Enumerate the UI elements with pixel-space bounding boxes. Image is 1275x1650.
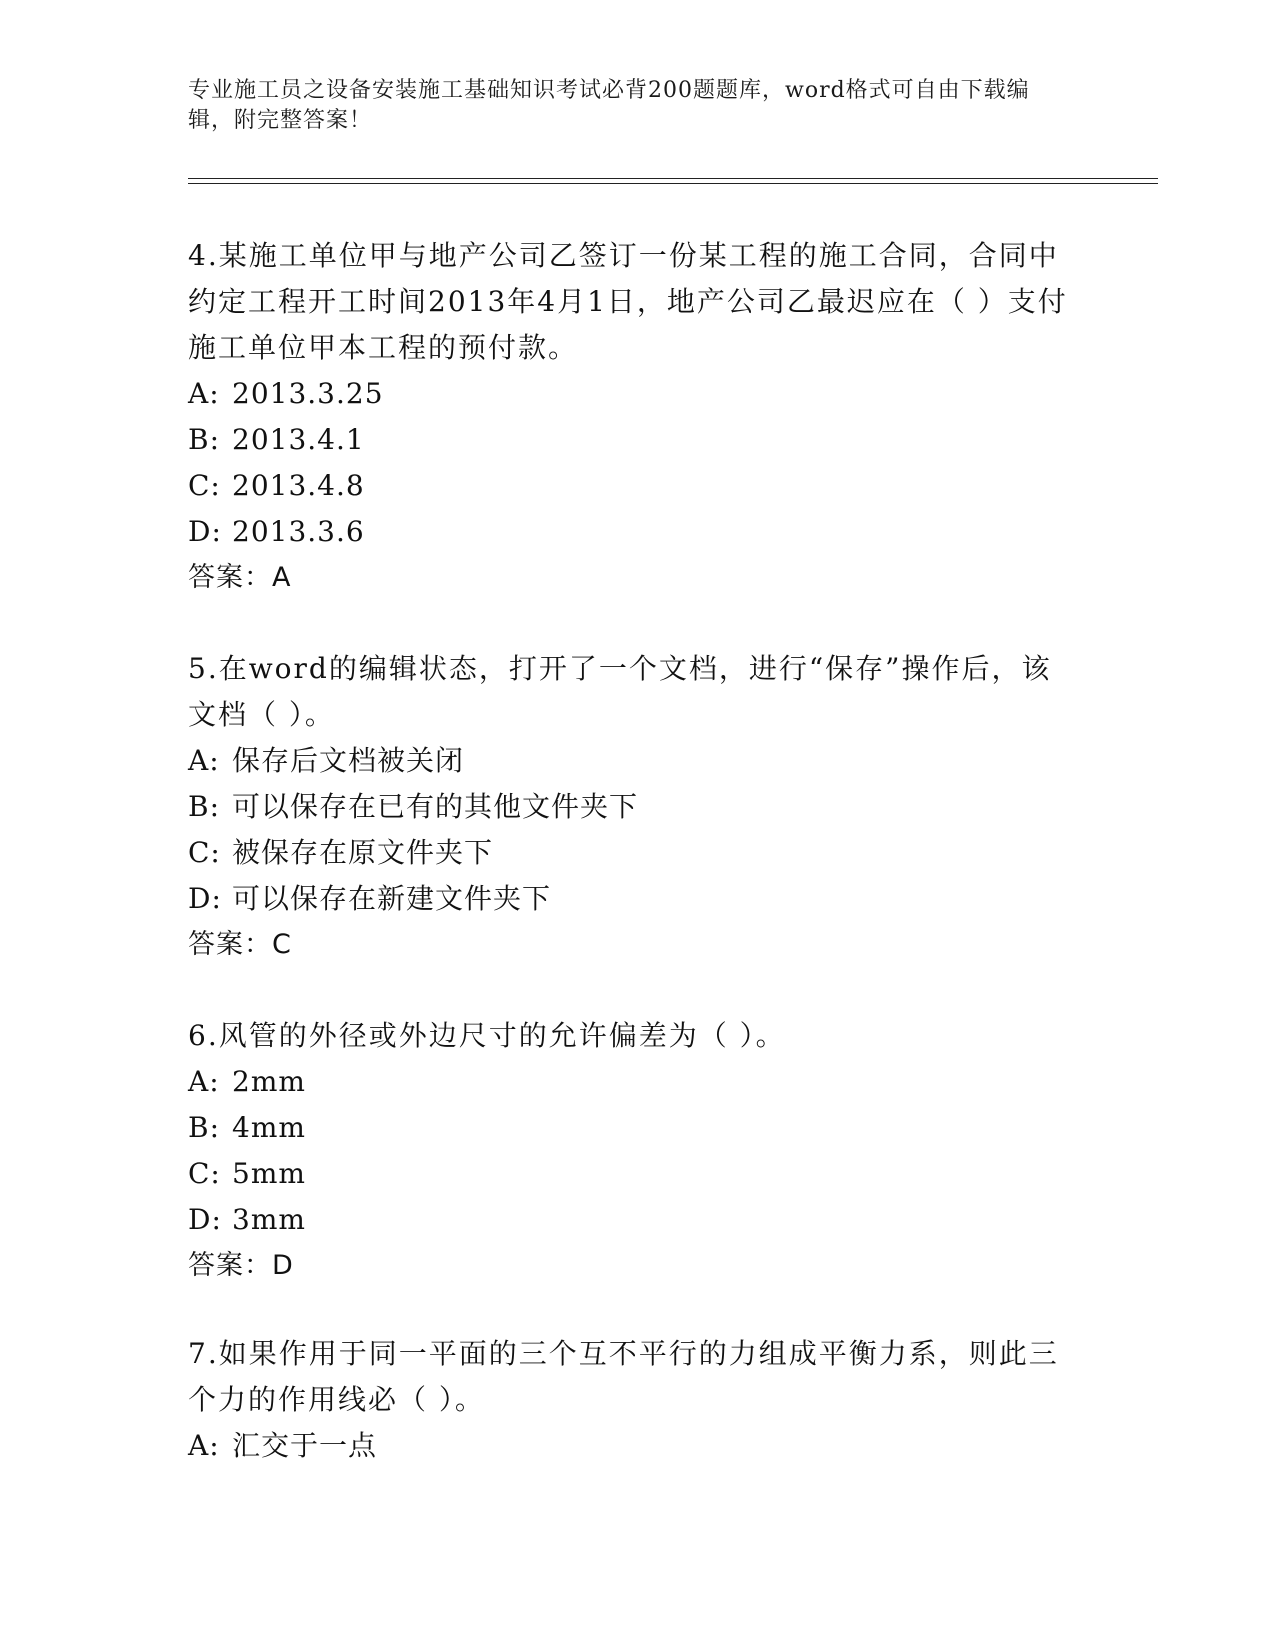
option-b: [188, 784, 1068, 830]
option-a: [188, 738, 1068, 784]
option-c: [188, 463, 1068, 509]
answer-line: 答案：A: [188, 562, 292, 593]
option-key: B:: [188, 1111, 221, 1144]
option-key: C:: [188, 1157, 221, 1190]
option-key: D:: [188, 515, 222, 548]
option-d: [188, 509, 1068, 555]
header-divider-top: [188, 178, 1158, 179]
option-key: B:: [188, 790, 221, 823]
option-text: 4mm: [232, 1111, 306, 1144]
option-text: 2013.4.1: [232, 423, 365, 456]
option-d: [188, 1197, 1068, 1243]
option-text: 5mm: [232, 1157, 306, 1190]
document-header: 专业施工员之设备安装施工基础知识考试必背200题题库，word格式可自由下载编辑，附完整答案！: [188, 78, 1030, 133]
option-b: [188, 417, 1068, 463]
option-a: [188, 371, 1068, 417]
question-6: [188, 1013, 1068, 1289]
answer-line: 答案：C: [188, 929, 292, 960]
header-divider-bottom: [188, 183, 1158, 184]
option-key: C:: [188, 836, 221, 869]
option-b: [188, 1105, 1068, 1151]
option-a: [188, 1059, 1068, 1105]
question-4: [188, 233, 1068, 601]
option-key: A:: [188, 1065, 220, 1098]
option-text: 2013.3.25: [232, 377, 384, 410]
question-stem: 4.某施工单位甲与地产公司乙签订一份某工程的施工合同，合同中约定工程开工时间2013年4月1日，地产公司乙最迟应在（ ）支付施工单位甲本工程的预付款。: [188, 239, 1068, 364]
option-key: A:: [188, 744, 220, 777]
option-a: [188, 1423, 1068, 1469]
option-text: 汇交于一点: [232, 1429, 378, 1462]
option-text: 2013.4.8: [232, 469, 365, 502]
option-text: 保存后文档被关闭: [232, 744, 465, 777]
question-stem: 5.在word的编辑状态，打开了一个文档，进行“保存”操作后，该文档（ ）。: [188, 652, 1052, 731]
option-c: [188, 830, 1068, 876]
option-key: A:: [188, 377, 220, 410]
option-text: 可以保存在已有的其他文件夹下: [232, 790, 639, 823]
option-text: 2mm: [232, 1065, 306, 1098]
option-text: 被保存在原文件夹下: [232, 836, 494, 869]
answer-line: 答案：D: [188, 1250, 294, 1281]
option-key: A:: [188, 1429, 220, 1462]
question-stem: 7.如果作用于同一平面的三个互不平行的力组成平衡力系，则此三个力的作用线必（ ）。: [188, 1337, 1059, 1416]
question-7: [188, 1331, 1068, 1469]
option-key: D:: [188, 1203, 222, 1236]
option-text: 可以保存在新建文件夹下: [232, 882, 552, 915]
option-key: C:: [188, 469, 221, 502]
option-d: [188, 876, 1068, 922]
question-5: [188, 646, 1068, 968]
option-key: D:: [188, 882, 222, 915]
question-stem: 6.风管的外径或外边尺寸的允许偏差为（ ）。: [188, 1019, 786, 1052]
option-text: 2013.3.6: [232, 515, 365, 548]
option-text: 3mm: [232, 1203, 306, 1236]
option-key: B:: [188, 423, 221, 456]
option-c: [188, 1151, 1068, 1197]
